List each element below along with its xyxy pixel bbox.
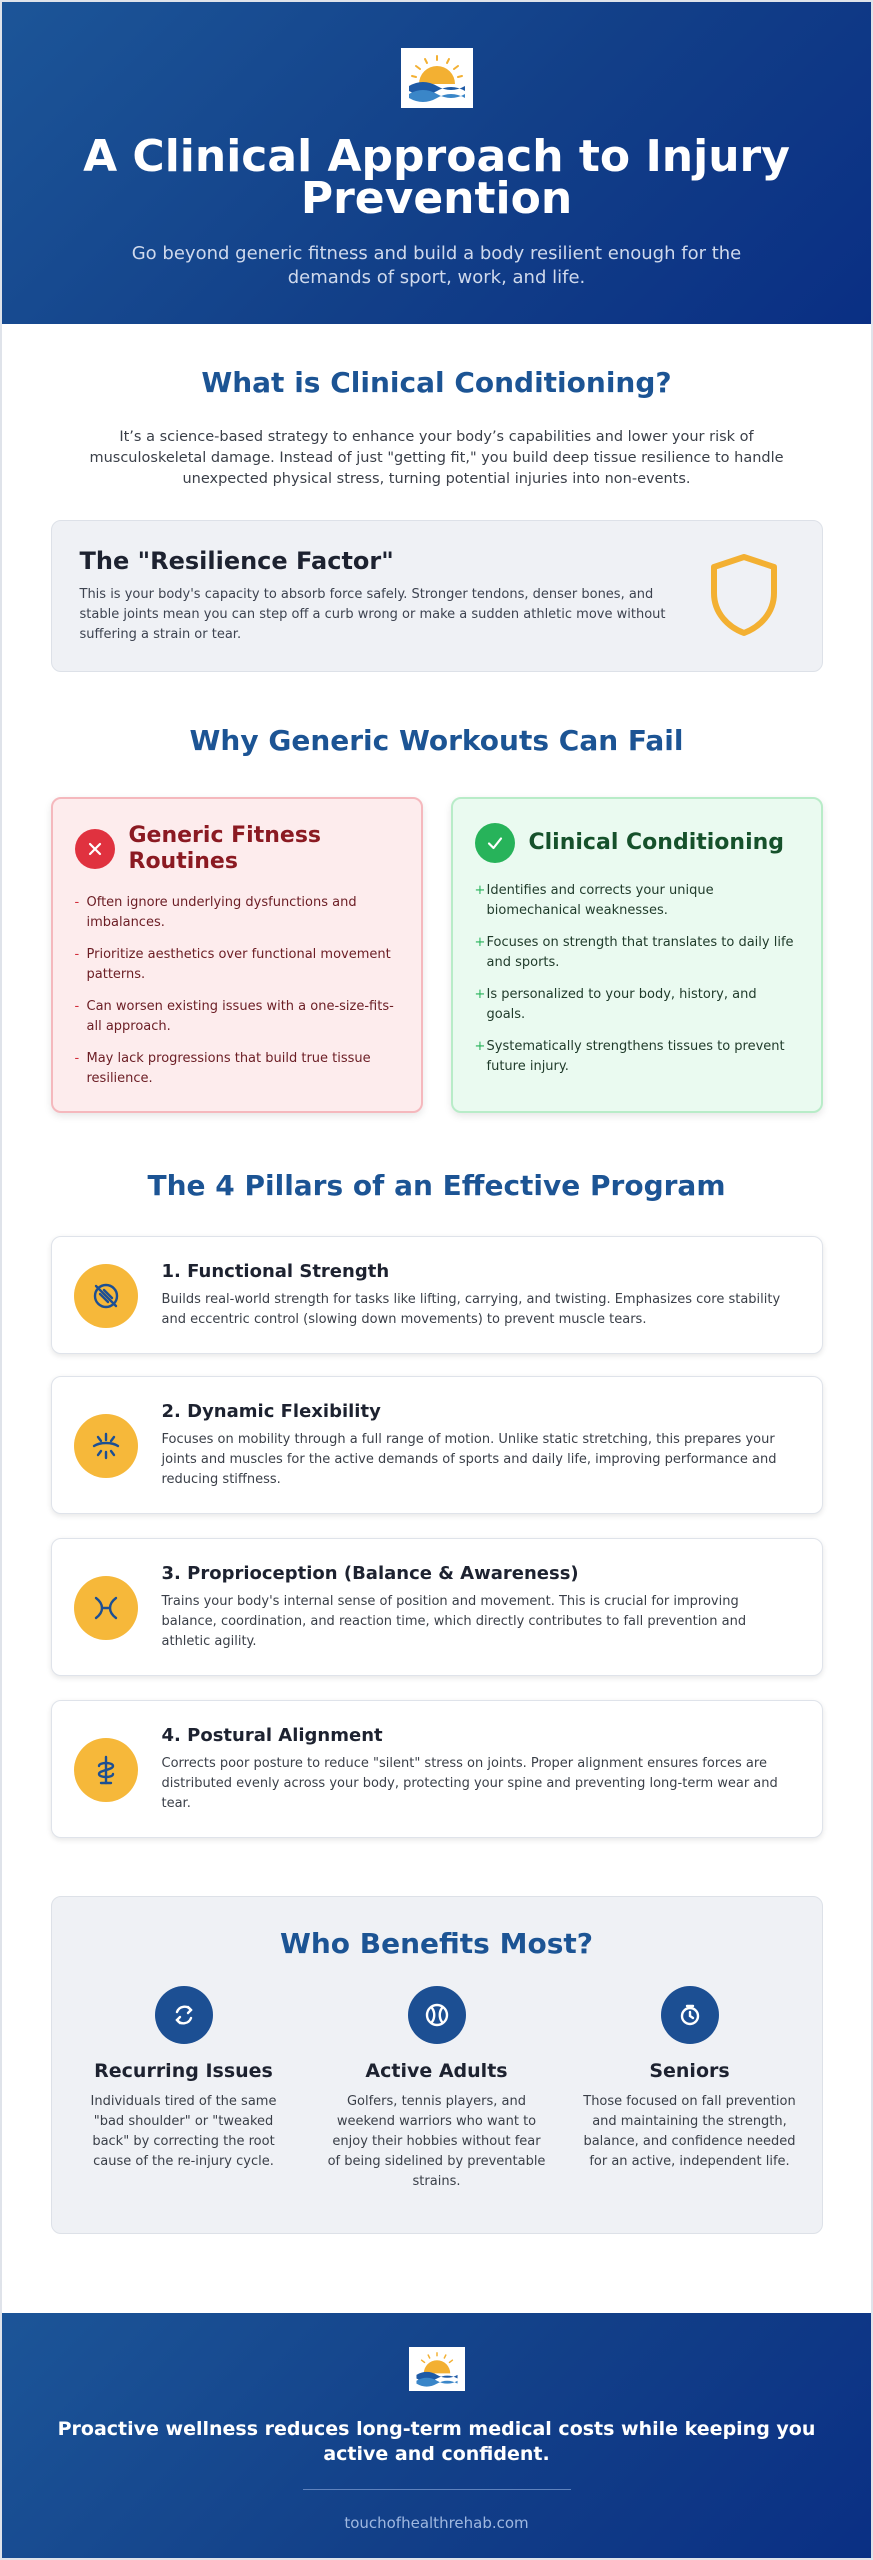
- website-link[interactable]: touchofhealthrehab.com: [344, 2514, 529, 2532]
- benefit-title: Recurring Issues: [94, 2060, 273, 2082]
- pillar-text: Focuses on mobility through a full range of motion. Unlike static stretching, this prepares your joints and muscles for the active demands of sports and daily life, improving performance and reducing stiffness.: [161, 1432, 777, 1487]
- benefits-heading: Who Benefits Most?: [279, 1927, 593, 1960]
- resilience-text: This is your body's capacity to absorb force safely. Stronger tendons, denser bones, and stable joints mean you can step off a curb wrong or make a sudden athletic move without suffering a strain or tear.: [79, 587, 666, 642]
- pillar-title: 3. Proprioception (Balance & Awareness): [161, 1563, 579, 1584]
- benefit-text: Golfers, tennis players, and weekend warriors who want to enjoy their hobbies without fear of being sidelined by preventable strains.: [327, 2094, 546, 2189]
- active-adult-icon: [408, 1986, 466, 2044]
- generic-fitness-title: Generic Fitness Routines: [128, 823, 322, 874]
- page-title: A Clinical Approach to Injury Prevention: [83, 131, 790, 224]
- resilience-title: The "Resilience Factor": [79, 547, 394, 575]
- list-item: - Often ignore underlying dysfunctions and imbalances.: [74, 895, 357, 930]
- clinical-conditioning-title: Clinical Conditioning: [528, 830, 785, 855]
- benefit-active-adults: [327, 1986, 547, 2192]
- list-item: + Systematically strengthens tissues to prevent future injury.: [474, 1039, 785, 1074]
- recurring-icon: [155, 1986, 213, 2044]
- clinical-conditioning-card: [451, 797, 823, 1113]
- pillar-text: Builds real-world strength for tasks like lifting, carrying, and twisting. Emphasizes core stability and eccentric control (slowing down movements) to prevent muscle tears.: [161, 1292, 781, 1327]
- checkmark-icon: [475, 823, 515, 863]
- benefit-text: Those focused on fall prevention and maintaining the strength, balance, and confidence needed for an active, independent life.: [583, 2094, 796, 2169]
- page-subtitle: Go beyond generic fitness and build a body resilient enough for the demands of sport, work, and life.: [131, 243, 742, 288]
- benefit-recurring-issues: [74, 1986, 294, 2192]
- pillar-card-functional-strength: [51, 1236, 823, 1354]
- flexibility-icon: [74, 1414, 138, 1478]
- list-item: - Can worsen existing issues with a one-size-fits-all approach.: [74, 999, 394, 1034]
- pillar-text: Corrects poor posture to reduce "silent" stress on joints. Proper alignment ensures forces are distributed evenly across your body, protecting your spine and preventing long-term wear and tear.: [161, 1756, 778, 1811]
- resilience-callout: [51, 520, 823, 672]
- list-item: + Focuses on strength that translates to daily life and sports.: [474, 935, 794, 970]
- list-item: + Is personalized to your body, history, and goals.: [474, 987, 757, 1022]
- pillars-section: [2, 1113, 871, 1838]
- strength-icon: [74, 1264, 138, 1328]
- pillars-heading: The 4 Pillars of an Effective Program: [147, 1169, 726, 1202]
- sun-wave-logo: [401, 48, 473, 108]
- list-item: - Prioritize aesthetics over functional movement patterns.: [74, 947, 391, 982]
- definition-section: [2, 324, 871, 672]
- generic-fitness-card: [51, 797, 423, 1113]
- pillar-title: 4. Postural Alignment: [161, 1725, 383, 1746]
- posture-icon: [74, 1738, 138, 1802]
- pillar-card-dynamic-flexibility: [51, 1376, 823, 1514]
- pillar-title: 2. Dynamic Flexibility: [161, 1401, 381, 1422]
- comparison-heading: Why Generic Workouts Can Fail: [189, 724, 684, 757]
- benefits-section: [2, 1838, 871, 2234]
- list-item: + Identifies and corrects your unique biomechanical weaknesses.: [474, 883, 714, 918]
- x-icon: [75, 829, 115, 869]
- footer-banner: [2, 2313, 871, 2558]
- benefits-panel: [51, 1896, 823, 2234]
- pillar-text: Trains your body's internal sense of position and movement. This is crucial for improving balance, coordination, and reaction time, which directly contributes to fall prevention and athletic agility.: [161, 1594, 747, 1649]
- benefit-title: Active Adults: [365, 2060, 508, 2082]
- generic-fitness-list: [75, 893, 399, 1089]
- benefit-seniors: [580, 1986, 800, 2192]
- pillar-card-proprioception: [51, 1538, 823, 1676]
- list-item: - May lack progressions that build true tissue resilience.: [74, 1051, 371, 1086]
- footer-divider: [303, 2489, 571, 2490]
- pillar-title: 1. Functional Strength: [161, 1261, 390, 1282]
- shield-icon: [706, 551, 782, 639]
- definition-heading: What is Clinical Conditioning?: [201, 366, 672, 399]
- clinical-conditioning-list: [475, 881, 799, 1077]
- benefit-text: Individuals tired of the same "bad shoulder" or "tweaked back" by correcting the root cause of the re-injury cycle.: [90, 2094, 277, 2169]
- senior-icon: [661, 1986, 719, 2044]
- footer-tagline: Proactive wellness reduces long-term medical costs while keeping you active and confident.: [57, 2418, 816, 2465]
- benefit-title: Seniors: [649, 2060, 730, 2082]
- proprioception-icon: [74, 1576, 138, 1640]
- pillar-card-postural-alignment: [51, 1700, 823, 1838]
- definition-text: It’s a science-based strategy to enhance your body’s capabilities and lower your risk of musculoskeletal damage. Instead of just "getting fit," you build deep tissue resilience to handle unexpected physical stress, turning potential injuries into non-events.: [89, 429, 784, 487]
- sun-wave-logo: [409, 2347, 465, 2391]
- hero-banner: [2, 2, 871, 324]
- comparison-section: [2, 672, 871, 1113]
